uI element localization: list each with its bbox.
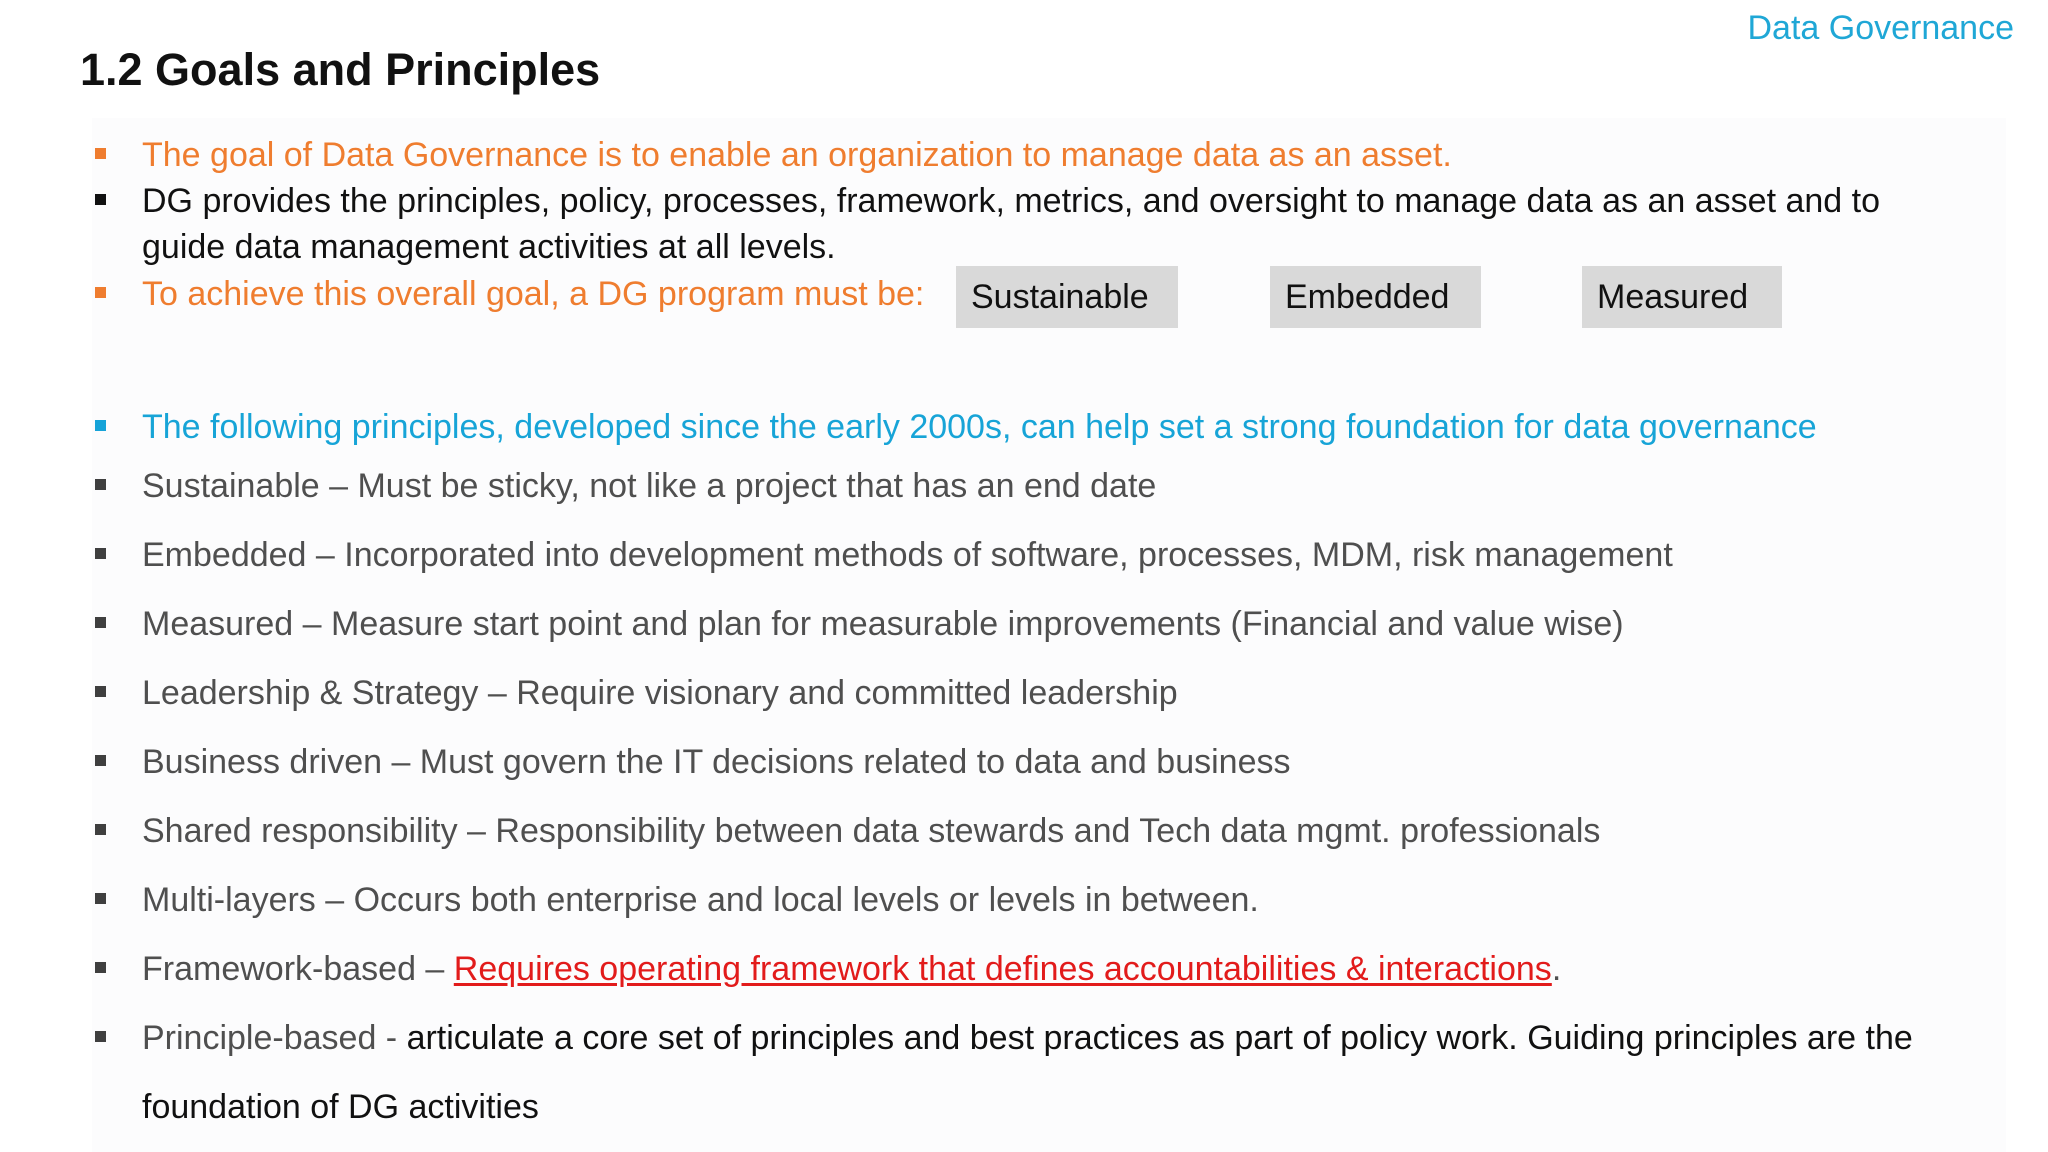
principle-based-line-1 bbox=[142, 1015, 1913, 1061]
chip-measured: Measured bbox=[1582, 266, 1782, 328]
goal-text: The goal of Data Governance is to enable an organization to manage data as an asset. bbox=[142, 136, 1452, 174]
page-title: 1.2 Goals and Principles bbox=[80, 44, 601, 95]
framework-suffix: . bbox=[1551, 950, 1562, 988]
principle-based-body-line-2: foundation of DG activities bbox=[142, 1088, 539, 1126]
orange-square-bullet-icon bbox=[95, 148, 106, 159]
dg-description-line-1: DG provides the principles, policy, processes, framework, metrics, and oversight to manage data as an asset and to bbox=[142, 182, 1880, 220]
dg-description-line-2: guide data management activities at all levels. bbox=[142, 228, 836, 266]
gray-square-bullet-icon bbox=[95, 1031, 106, 1042]
principle-text: Leadership & Strategy – Require visionary and committed leadership bbox=[142, 674, 1178, 712]
gray-square-bullet-icon bbox=[95, 479, 106, 490]
header-tag: Data Governance bbox=[1747, 9, 2014, 47]
gray-square-bullet-icon bbox=[95, 686, 106, 697]
principle-text: Business driven – Must govern the IT decisions related to data and business bbox=[142, 743, 1291, 781]
principle-text: Shared responsibility – Responsibility between data stewards and Tech data mgmt. professionals bbox=[142, 812, 1601, 850]
gray-square-bullet-icon bbox=[95, 755, 106, 766]
principle-based-prefix: Principle-based - bbox=[142, 1019, 407, 1057]
chip-sustainable: Sustainable bbox=[956, 266, 1178, 328]
black-square-bullet-icon bbox=[95, 194, 106, 205]
principles-intro-text: The following principles, developed since the early 2000s, can help set a strong foundation for data governance bbox=[142, 408, 1817, 446]
principle-text: Embedded – Incorporated into development methods of software, processes, MDM, risk management bbox=[142, 536, 1673, 574]
gray-square-bullet-icon bbox=[95, 893, 106, 904]
gray-square-bullet-icon bbox=[95, 548, 106, 559]
framework-prefix: Framework-based – bbox=[142, 950, 454, 988]
principle-text: Multi-layers – Occurs both enterprise and local levels or levels in between. bbox=[142, 881, 1259, 919]
blue-square-bullet-icon bbox=[95, 420, 106, 431]
orange-square-bullet-icon bbox=[95, 287, 106, 298]
achieve-text: To achieve this overall goal, a DG program must be: bbox=[142, 275, 925, 313]
principle-text: Measured – Measure start point and plan for measurable improvements (Financial and value wise) bbox=[142, 605, 1624, 643]
principle-text: Sustainable – Must be sticky, not like a project that has an end date bbox=[142, 467, 1157, 505]
framework-text bbox=[142, 946, 1561, 992]
framework-link[interactable]: Requires operating framework that defines accountabilities & interactions bbox=[453, 950, 1552, 988]
gray-square-bullet-icon bbox=[95, 617, 106, 628]
chip-embedded: Embedded bbox=[1270, 266, 1481, 328]
principle-based-body-line-1: articulate a core set of principles and best practices as part of policy work. Guiding principles are the bbox=[406, 1019, 1913, 1057]
gray-square-bullet-icon bbox=[95, 962, 106, 973]
gray-square-bullet-icon bbox=[95, 824, 106, 835]
